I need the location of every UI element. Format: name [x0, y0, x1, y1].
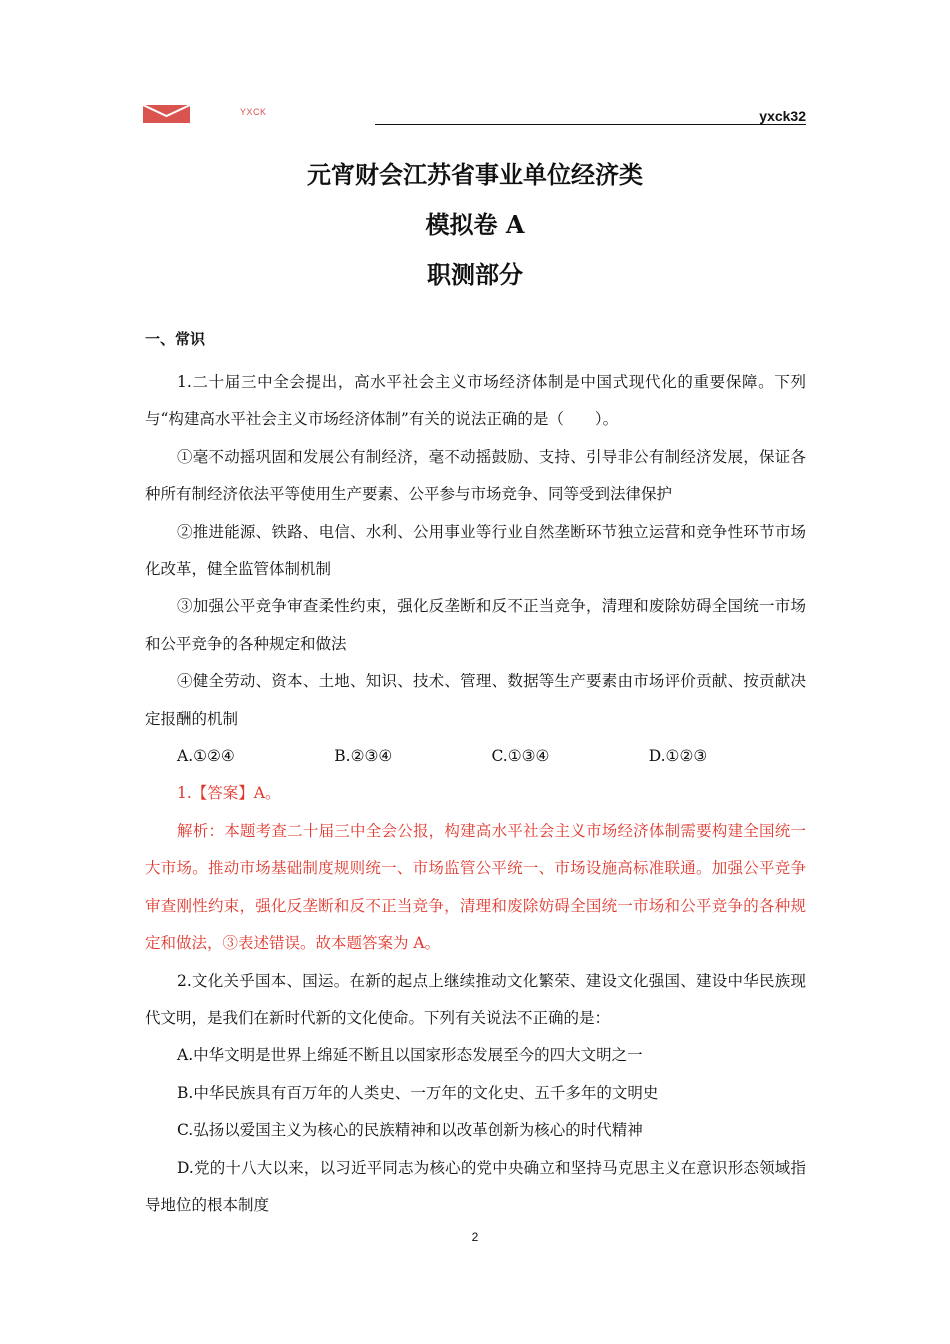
q2-option-a: A.中华文明是世界上绵延不断且以国家形态发展至今的四大文明之一: [177, 1046, 643, 1065]
q2-stem: 2.文化关乎国本、国运。在新的起点上继续推动文化繁荣、建设文化强国、建设中华民族现代文明，是我们在新时代新的文化使命。下列有关说法不正确的是：: [145, 971, 806, 1027]
q2-option-b: B.中华民族具有百万年的人类史、一万年的文化史、五千多年的文明史: [177, 1083, 659, 1102]
q2-option-d: D.党的十八大以来，以习近平同志为核心的党中央确立和坚持马克思主义在意识形态领域指导地位的根本制度: [145, 1158, 806, 1214]
q1-options: [145, 738, 806, 775]
q1-statement-4: ④健全劳动、资本、土地、知识、技术、管理、数据等生产要素由市场评价贡献、按贡献决定报酬的机制: [145, 672, 806, 728]
logo-text: YXCK: [240, 107, 267, 117]
section-heading: 一、常识: [145, 330, 206, 348]
q1-stem: 1.二十届三中全会提出，高水平社会主义市场经济体制是中国式现代化的重要保障。下列与“构建高水平社会主义市场经济体制”有关的说法正确的是（ ）。: [145, 373, 806, 429]
q1-option-a: A.①②④: [177, 747, 235, 766]
q1-statement-2: ②推进能源、铁路、电信、水利、公用事业等行业自然垄断环节独立运营和竞争性环节市场化改革，健全监管体制机制: [145, 522, 806, 579]
header-rule: [375, 124, 806, 125]
page-number: 2: [471, 1230, 479, 1244]
q1-statement-3: ③加强公平竞争审查柔性约束，强化反垄断和反不正当竞争，清理和废除妨碍全国统一市场和公平竞争的各种规定和做法: [145, 597, 806, 653]
q1-option-b: B.②③④: [334, 747, 393, 766]
q1-option-c: C.①③④: [491, 747, 550, 766]
doc-title: 元宵财会江苏省事业单位经济类: [307, 160, 643, 189]
doc-subtitle: 模拟卷 A: [425, 210, 525, 239]
header-code: yxck32: [759, 108, 806, 124]
logo-envelope-icon: [143, 105, 190, 123]
page-header: [0, 0, 950, 130]
q2-option-c: C.弘扬以爱国主义为核心的民族精神和以改革创新为核心的时代精神: [177, 1121, 643, 1140]
q1-answer: 1.【答案】A。: [177, 784, 281, 803]
q1-option-d: D.①②③: [648, 747, 708, 766]
q1-analysis: 解析：本题考查二十届三中全会公报，构建高水平社会主义市场经济体制需要构建全国统一大市场。推动市场基础制度规则统一、市场监管公平统一、市场设施高标准联通。加强公平竞争审查刚性约束，强化反垄断和反不正当竞争，清理和废除妨碍全国统一市场和公平竞争的各种规定和做法，③表述错误。故本题答案为 A。: [145, 821, 806, 953]
q1-statement-1: ①毫不动摇巩固和发展公有制经济，毫不动摇鼓励、支持、引导非公有制经济发展，保证各种所有制经济依法平等使用生产要素、公平参与市场竞争、同等受到法律保护: [145, 447, 806, 504]
doc-part: 职测部分: [427, 260, 523, 289]
question-1: [145, 364, 806, 1224]
